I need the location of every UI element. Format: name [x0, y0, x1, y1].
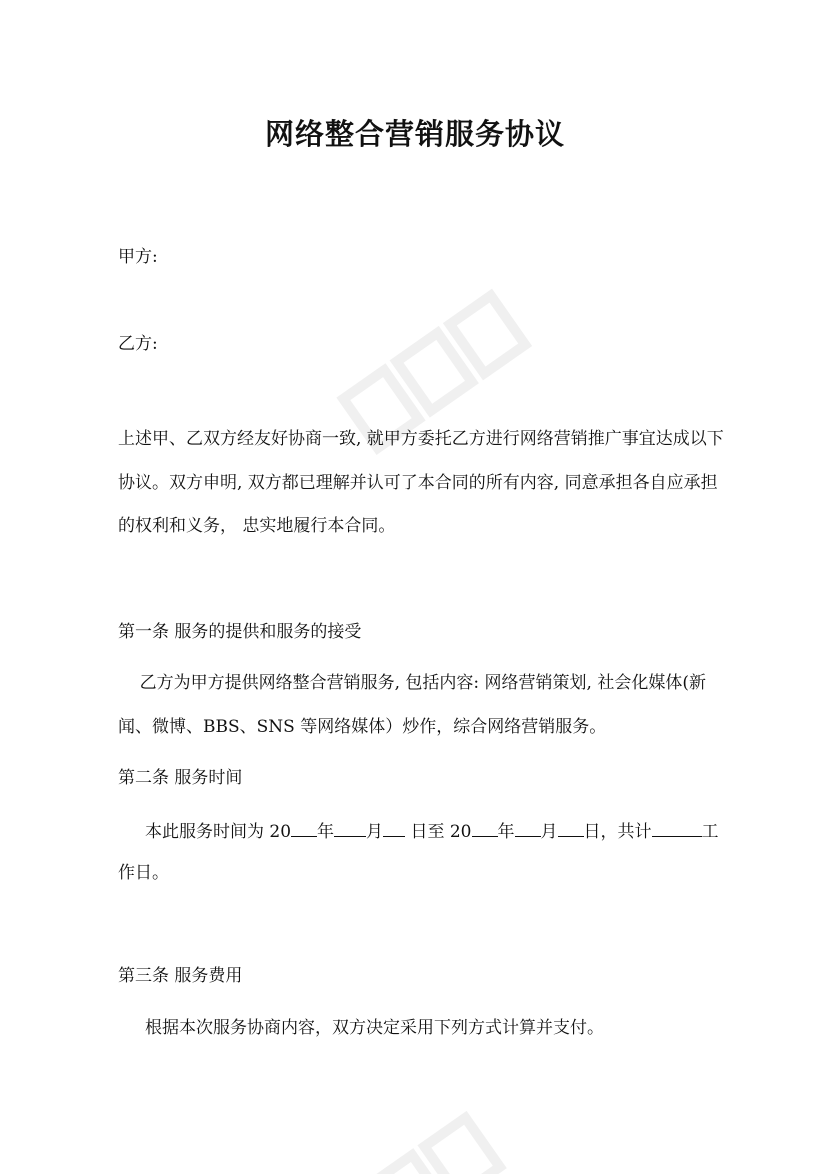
month-start-blank[interactable]: [334, 820, 366, 837]
year-end-blank[interactable]: [472, 820, 498, 837]
article3-heading: 第三条 服务费用: [118, 966, 243, 986]
workday-count-blank[interactable]: [652, 820, 702, 837]
party-b-label: 乙方:: [118, 334, 158, 354]
preamble-line-2: 协议。双方申明, 双方都已理解并认可了本合同的所有内容, 同意承担各自应承担: [118, 473, 718, 493]
time-text-8: 工: [701, 822, 719, 842]
time-text-2: 年: [317, 822, 335, 842]
month-end-blank[interactable]: [515, 820, 541, 837]
day-end-blank[interactable]: [558, 820, 584, 837]
article1-line-1: 乙方为甲方提供网络整合营销服务, 包括内容: 网络营销策划, 社会化媒体(新: [118, 673, 706, 693]
time-text-6: 月: [540, 822, 558, 842]
time-text-5: 年: [497, 822, 515, 842]
preamble-line-1: 上述甲、乙双方经友好协商一致, 就甲方委托乙方进行网络营销推广事宜达成以下: [118, 429, 724, 449]
article2-line-2: 作日。: [118, 863, 169, 883]
document-title: 网络整合营销服务协议: [264, 117, 565, 151]
watermark-logo-bottom: [330, 1100, 550, 1174]
service-time-line: [145, 820, 720, 843]
article2-heading: 第二条 服务时间: [118, 768, 243, 788]
time-text-7: 日，共计: [583, 822, 652, 842]
party-a-label: 甲方:: [118, 247, 158, 267]
time-text-1: 本此服务时间为 20: [145, 822, 292, 842]
day-start-blank[interactable]: [383, 820, 405, 837]
time-text-4: 日至 20: [405, 822, 472, 842]
year-start-blank[interactable]: [291, 820, 317, 837]
article3-line: 根据本次服务协商内容，双方决定采用下列方式计算并支付。: [145, 1018, 604, 1038]
preamble-line-3: 的权利和义务， 忠实地履行本合同。: [118, 516, 396, 536]
article1-heading: 第一条 服务的提供和服务的接受: [118, 622, 362, 642]
time-text-3: 月: [366, 822, 384, 842]
article1-line-2: 闻、微博、BBS、SNS 等网络媒体）炒作，综合网络营销服务。: [118, 717, 607, 737]
watermark-logo: [330, 280, 550, 480]
